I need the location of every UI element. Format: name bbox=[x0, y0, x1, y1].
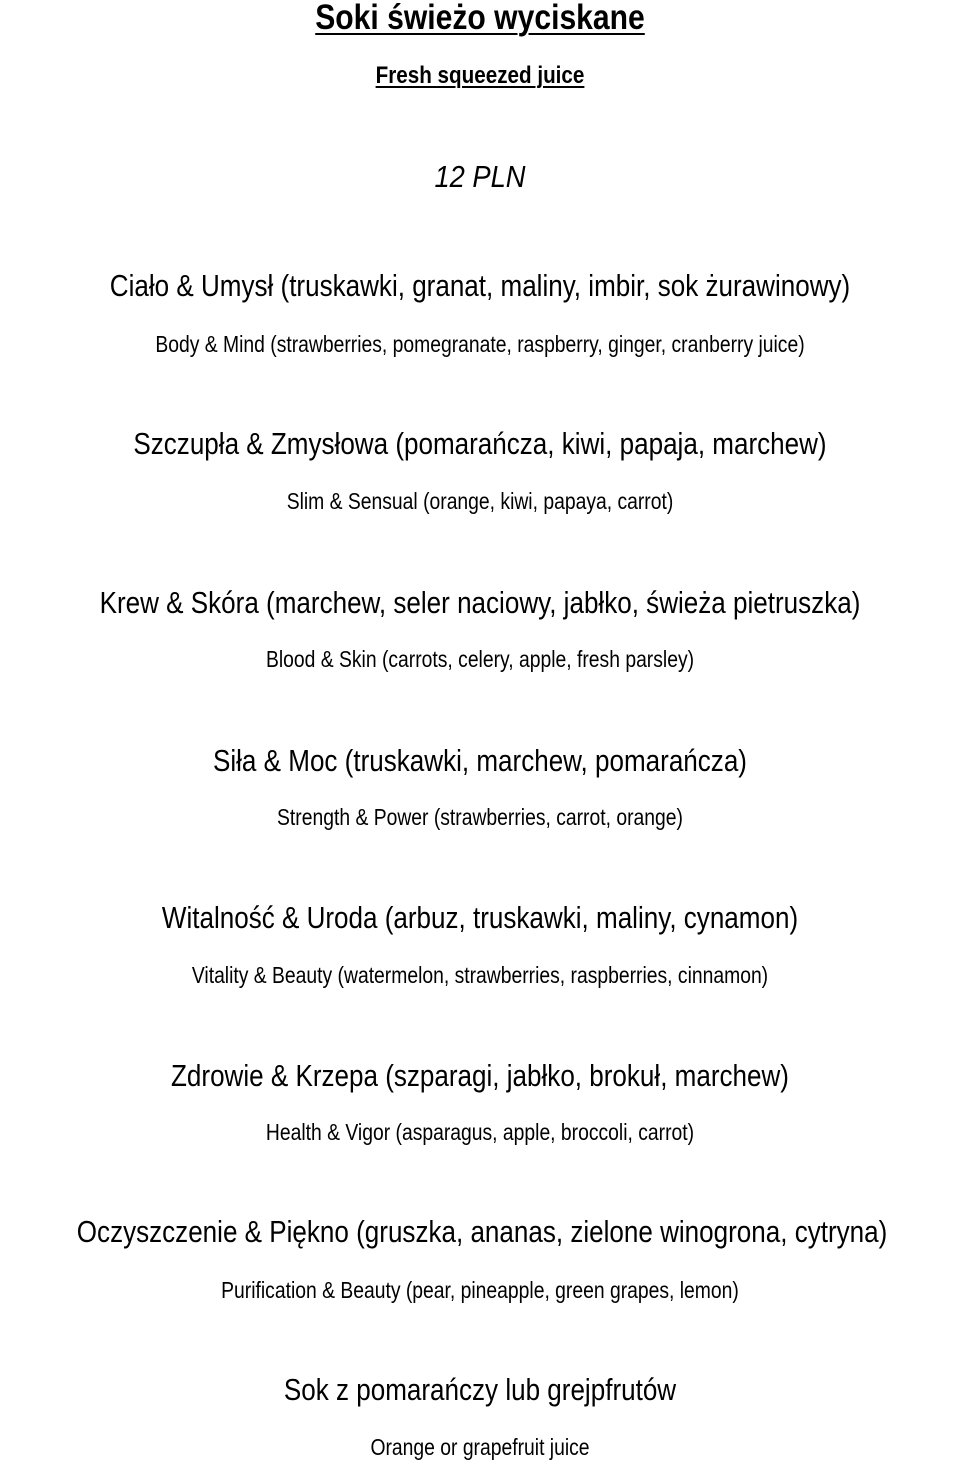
item-name-pl: Szczupła & Zmysłowa (pomarańcza, kiwi, papaja, marchew) bbox=[133, 426, 827, 461]
menu-title: Soki świeżo wyciskane bbox=[315, 0, 645, 37]
item-name-en: Slim & Sensual (orange, kiwi, papaya, carrot) bbox=[286, 488, 674, 514]
item-name-pl: Sok z pomarańczy lub grejpfrutów bbox=[283, 1372, 677, 1407]
item-name-en: Vitality & Beauty (watermelon, strawberries, raspberries, cinnamon) bbox=[191, 962, 769, 988]
item-name-pl: Siła & Moc (truskawki, marchew, pomarańcza) bbox=[212, 743, 747, 778]
item-name-en: Health & Vigor (asparagus, apple, broccoli, carrot) bbox=[265, 1119, 695, 1145]
item-name-en: Blood & Skin (carrots, celery, apple, fresh parsley) bbox=[265, 646, 695, 672]
item-name-pl: Ciało & Umysł (truskawki, granat, maliny, imbir, sok żurawinowy) bbox=[109, 268, 851, 303]
item-name-pl: Zdrowie & Krzepa (szparagi, jabłko, brokuł, marchew) bbox=[171, 1058, 789, 1093]
item-name-pl: Witalność & Uroda (arbuz, truskawki, maliny, cynamon) bbox=[161, 900, 799, 935]
item-name-pl: Krew & Skóra (marchew, seler naciowy, jabłko, świeża pietruszka) bbox=[99, 585, 861, 620]
menu-price: 12 PLN bbox=[434, 159, 526, 194]
item-name-en: Purification & Beauty (pear, pineapple, green grapes, lemon) bbox=[221, 1277, 739, 1303]
item-name-en: Body & Mind (strawberries, pomegranate, raspberry, ginger, cranberry juice) bbox=[155, 331, 805, 357]
item-name-en: Orange or grapefruit juice bbox=[370, 1434, 590, 1460]
item-name-en: Strength & Power (strawberries, carrot, orange) bbox=[277, 804, 683, 830]
item-name-pl: Oczyszczenie & Piękno (gruszka, ananas, zielone winogrona, cytryna) bbox=[76, 1214, 888, 1249]
menu-subtitle: Fresh squeezed juice bbox=[375, 62, 585, 89]
